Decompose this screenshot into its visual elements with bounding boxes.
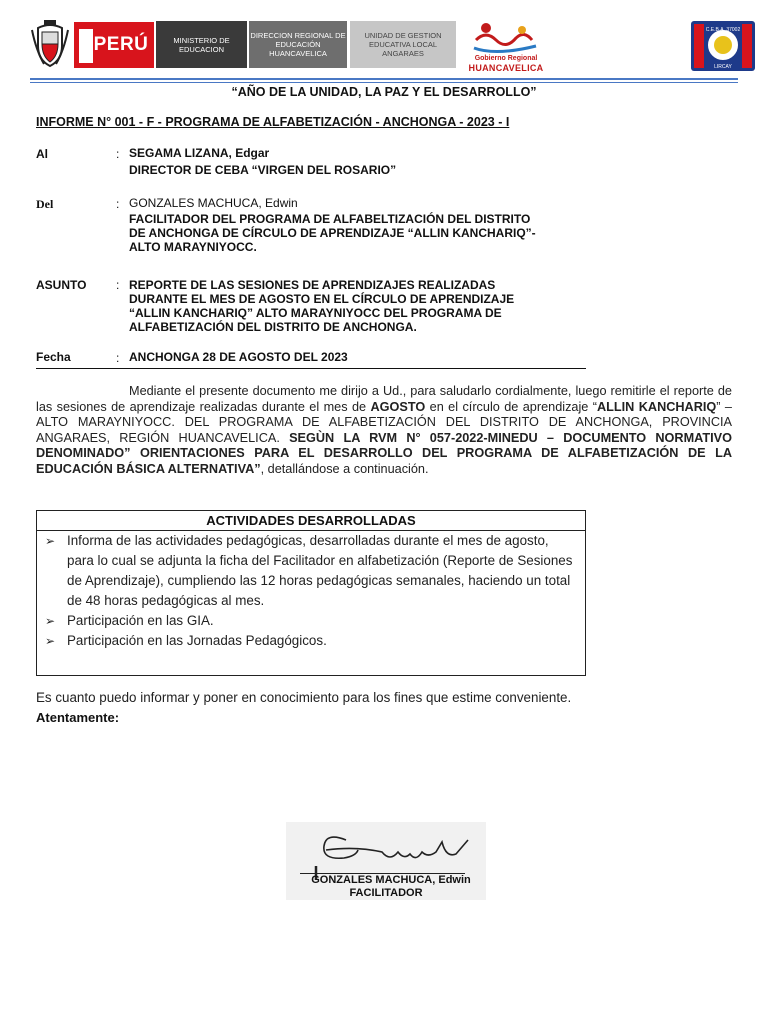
- activities-list: [37, 531, 585, 651]
- al-label: Al: [36, 147, 48, 161]
- fecha-colon: :: [116, 351, 120, 365]
- direccion-regional-label: DIRECCION REGIONAL DE EDUCACIÓN HUANCAVELICA: [249, 21, 347, 68]
- year-motto: “AÑO DE LA UNIDAD, LA PAZ Y EL DESARROLLO”: [231, 85, 537, 99]
- peru-logo: PERÚ: [74, 22, 154, 68]
- activity-item: ➢ Participación en las GIA.: [43, 611, 579, 631]
- signature-name: GONZALES MACHUCA, Edwin: [311, 874, 471, 886]
- del-role-line-3: ALTO MARAYNIYOCC.: [129, 240, 257, 254]
- header-rule: [30, 78, 738, 80]
- atentamente-label: Atentamente:: [36, 710, 120, 725]
- fecha-label: Fecha: [36, 350, 71, 364]
- ministerio-label: MINISTERIO DE EDUCACION: [156, 21, 247, 68]
- body-paragraph: Mediante el presente documento me dirijo a Ud., para saludarlo cordialmente, luego remitirle el reporte de las sesiones de aprendizaje realizadas durante el mes de AGOSTO en el círculo de aprendizaje “ALLIN KANCHARIQ” – ALTO MARAYNIYOCC. DEL PROGRAMA DE ALFABETIZACIÓN DEL DISTRITO DE ANCHONGA, PROVINCIA ANGARAES, REGIÓN HUANCAVELICA. SEGÙN LA RVM N° 057-2022-MINEDU – DOCUMENTO NORMATIVO DENOMINADO” ORIENTACIONES PARA EL DESARROLLO DEL PROGRAMA DE ALFABETIZACIÓN DE LA EDUCACIÓN BÁSICA ALTERNATIVA”, detallándose a continuación.: [36, 384, 732, 476]
- closing-text: Es cuanto puedo informar y poner en conocimiento para los fines que estime conveniente.: [36, 690, 572, 705]
- gobierno-emblem-icon: [466, 20, 546, 56]
- activities-table: [36, 510, 586, 676]
- coat-of-arms-icon: [30, 20, 70, 70]
- ceba-logo-icon: [690, 20, 756, 72]
- svg-text:C.E.B.A. 37002: C.E.B.A. 37002: [705, 27, 741, 33]
- del-name: GONZALES MACHUCA, Edwin: [129, 196, 298, 210]
- asunto-line-1: REPORTE DE LAS SESIONES DE APRENDIZAJES REALIZADAS: [129, 278, 496, 292]
- asunto-label: ASUNTO: [36, 278, 87, 292]
- asunto-colon: :: [116, 278, 120, 292]
- del-role-line-1: FACILITADOR DEL PROGRAMA DE ALFABELTIZACIÓN DEL DISTRITO: [129, 212, 531, 226]
- arrow-bullet-icon: ➢: [45, 634, 56, 648]
- signature-role: FACILITADOR: [349, 887, 423, 899]
- activity-item: ➢ Participación en las Jornadas Pedagógicos.: [43, 631, 579, 651]
- activity-item: ➢ Informa de las actividades pedagógicas, desarrolladas durante el mes de agosto, para lo cual se adjunta la ficha del Facilitador en alfabetización (Reporte de Sesiones de Aprendizaje), cumpliendo las 12 horas pedagógicas semanales, haciendo un total de 48 horas pedagógicas al mes.: [45, 533, 573, 608]
- asunto-line-4: ALFABETIZACIÓN DEL DISTRITO DE ANCHONGA.: [129, 320, 417, 334]
- asunto-line-2: DURANTE EL MES DE AGOSTO EN EL CÍRCULO DE APRENDIZAJE: [129, 292, 515, 306]
- fecha-underline: [36, 368, 586, 369]
- header-rule-thin: [30, 82, 738, 83]
- fecha-value: ANCHONGA 28 DE AGOSTO DEL 2023: [129, 350, 348, 364]
- del-colon: :: [116, 197, 120, 211]
- flag-icon: [78, 28, 94, 64]
- svg-text:LIRCAY: LIRCAY: [714, 64, 732, 70]
- al-name: SEGAMA LIZANA, Edgar: [129, 146, 270, 160]
- al-colon: :: [116, 147, 120, 161]
- informe-title: INFORME N° 001 - F - PROGRAMA DE ALFABETIZACIÓN - ANCHONGA - 2023 - I: [36, 115, 510, 129]
- header-logos: [30, 18, 760, 74]
- gobierno-regional-logo: Gobierno Regional HUANCAVELICA: [466, 20, 546, 72]
- del-label: Del: [36, 197, 54, 211]
- ugel-label: UNIDAD DE GESTION EDUCATIVA LOCAL ANGARAES: [350, 21, 456, 68]
- arrow-bullet-icon: ➢: [45, 614, 56, 628]
- activities-heading: ACTIVIDADES DESARROLLADAS: [37, 511, 585, 531]
- al-role: DIRECTOR DE CEBA “VIRGEN DEL ROSARIO”: [129, 163, 397, 177]
- del-role-line-2: DE ANCHONGA DE CÍRCULO DE APRENDIZAJE “ALLIN KANCHARIQ”-: [129, 226, 536, 240]
- arrow-bullet-icon: ➢: [45, 534, 56, 548]
- asunto-line-3: “ALLIN KANCHARIQ” ALTO MARAYNIYOCC DEL PROGRAMA DE: [129, 306, 502, 320]
